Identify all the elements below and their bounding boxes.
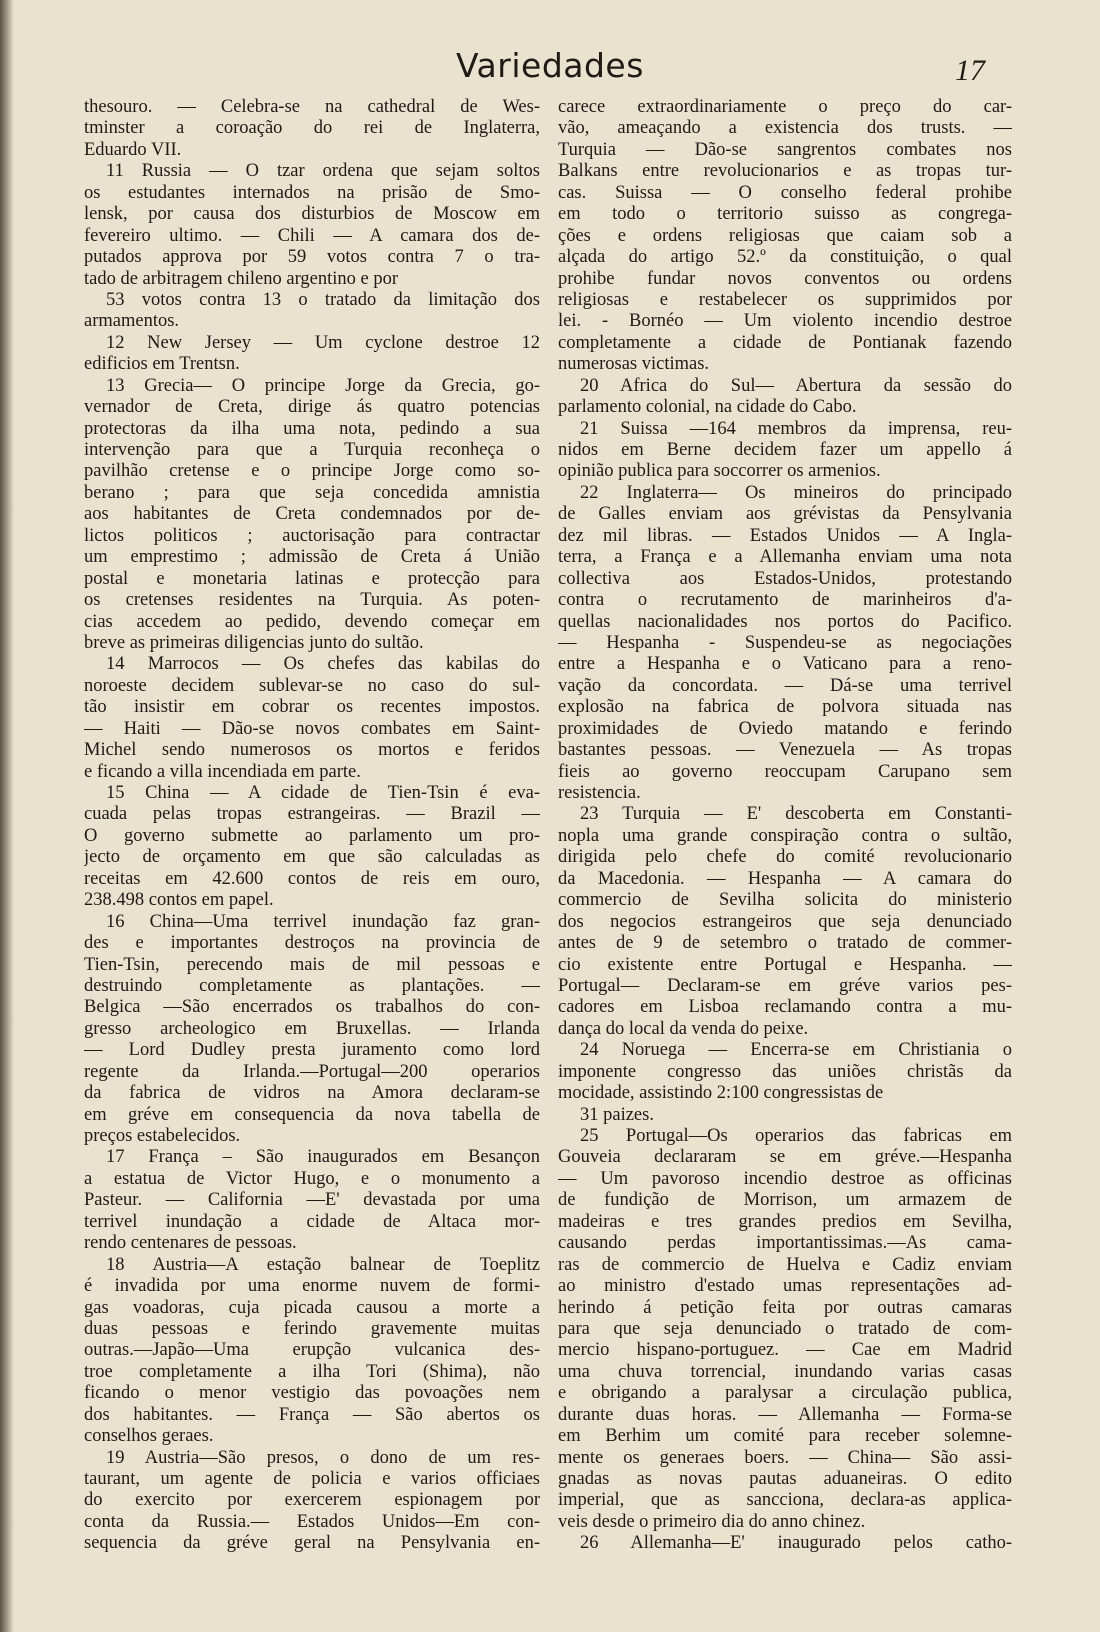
left-column (84, 97, 540, 1555)
text-line: taurant, um agente de policia e varios officiaes (84, 1469, 540, 1489)
text-line: putados approva por 59 votos contra 7 o tra- (84, 247, 540, 268)
text-line: 11 Russia — O tzar ordena que sejam soltos (106, 161, 540, 182)
text-line: mente os generaes boers. — China— São assi- (558, 1447, 1012, 1468)
text-line: 15 China — A cidade de Tien-Tsin é eva- (106, 783, 540, 803)
text-line: commercio de Sevilha solicita do ministerio (558, 890, 1012, 911)
text-line: uma chuva torrencial, inundando varias casas (558, 1361, 1012, 1382)
text-line: cio existente entre Portugal e Hespanha. — (558, 954, 1012, 975)
text-line: dança do local da venda do peixe. (558, 1018, 809, 1039)
text-line: — Um pavoroso incendio destroe as officinas (558, 1168, 1012, 1189)
text-line: des e importantes destroços na provincia de (84, 933, 540, 954)
text-line: vernador de Creta, dirige ás quatro potencias (84, 397, 540, 418)
text-line: Belgica —São encerrados os trabalhos do con- (84, 997, 540, 1018)
text-line: religiosas e restabelecer os supprimidos por (558, 289, 1012, 310)
text-line: 18 Austria—A estação balnear de Toeplitz (106, 1254, 540, 1275)
text-line: cadores em Lisboa reclamando contra a mu- (558, 997, 1012, 1018)
text-line: 25 Portugal—Os operarios das fabricas em (580, 1126, 1012, 1146)
text-line: lictos politicos ; auctorisação para contractar (84, 525, 540, 546)
text-line: breve as primeiras diligencias junto do sultão. (84, 632, 424, 653)
text-line: 20 Africa do Sul— Abertura da sessão do (580, 375, 1012, 396)
page-title: Variedades (456, 46, 644, 85)
text-line: cas. Suissa — O conselho federal prohibe (558, 182, 1012, 203)
text-line: vação da concordata. — Dá-se uma terrivel (558, 675, 1012, 696)
text-line: edificios em Trentsn. (84, 354, 240, 375)
text-line: ao ministro d'estado umas representações ad- (558, 1276, 1012, 1297)
text-line: gresso archeologico em Bruxellas. — Irlanda (84, 1018, 540, 1039)
text-line: resistencia. (558, 783, 641, 803)
text-line: os cretenses residentes na Turquia. As poten- (84, 590, 540, 611)
text-line: lensk, por causa dos disturbios de Moscow em (84, 204, 540, 225)
text-line: bastantes pessoas. — Venezuela — As tropas (558, 740, 1012, 761)
text-line: 13 Grecia— O principe Jorge da Grecia, go- (106, 375, 540, 396)
text-line: madeiras e tres grandes predios em Sevilha, (558, 1211, 1012, 1232)
text-line: postal e monetaria latinas e protecção para (84, 568, 540, 589)
text-line: 238.498 contos em papel. (84, 890, 274, 911)
text-line: prohibe fundar novos conventos ou ordens (558, 268, 1012, 289)
text-line: em Berhim um comité para receber solemne- (558, 1426, 1012, 1447)
text-line: tminster a coroação do rei de Inglaterra, (84, 118, 540, 139)
text-line: para que seja denunciado o tratado de com- (558, 1318, 1012, 1339)
text-line: proximidades de Oviedo matando e ferindo (558, 718, 1012, 739)
text-line: opinião publica para soccorrer os armenios. (558, 461, 881, 482)
text-line: da fabrica de vidros na Amora declaram-se (84, 1083, 540, 1104)
page-edge-shadow (0, 0, 14, 1632)
text-line: numerosas victimas. (558, 354, 710, 375)
text-line: quellas nacionalidades nos portos do Pacifico. (558, 611, 1012, 632)
text-line: Pasteur. — California —E' devastada por uma (84, 1190, 540, 1211)
text-line: dez mil libras. — Estados Unidos — A Ingla- (558, 525, 1012, 546)
text-line: thesouro. — Celebra-se na cathedral de Wes- (84, 97, 540, 117)
text-line: 21 Suissa —164 membros da imprensa, reu- (580, 418, 1012, 439)
text-line: dos negocios estrangeiros que seja denunciado (558, 911, 1012, 932)
text-line: gas voadoras, cuja picada causou a morte a (84, 1297, 540, 1318)
text-line: Gouveia declararam se em gréve.—Hespanha (558, 1147, 1012, 1168)
text-line: O governo submette ao parlamento um pro- (84, 825, 540, 846)
text-line: gnadas as novas pautas aduaneiras. O edito (558, 1469, 1012, 1489)
text-line: um emprestimo ; admissão de Creta á União (84, 547, 540, 568)
text-line: destruindo completamente as plantações. — (84, 975, 540, 996)
text-line: em gréve em consequencia da nova tabella de (84, 1104, 540, 1125)
text-line: 22 Inglaterra— Os mineiros do principado (580, 482, 1012, 503)
text-line: e ficando a villa incendiada em parte. (84, 761, 361, 782)
text-line: berano ; para que seja concedida amnistia (84, 482, 540, 503)
text-line: Turquia — Dão-se sangrentos combates nos (558, 139, 1012, 160)
text-line: lei. - Bornéo — Um violento incendio destroe (558, 311, 1012, 332)
text-line: de Galles enviam aos grévistas da Pensylvania (558, 504, 1012, 525)
text-line: — Lord Dudley presta juramento como lord (84, 1040, 540, 1061)
text-line: nopla uma grande conspiração contra o sultão, (558, 825, 1012, 846)
text-line: alçada do artigo 52.º da constituição, o qual (558, 247, 1012, 268)
text-line: dos habitantes. — França — São abertos os (84, 1404, 540, 1425)
text-line: em todo o territorio suisso as congrega- (558, 204, 1012, 225)
text-line: cuada pelas tropas estrangeiras. — Brazil — (84, 804, 540, 825)
text-line: terrivel inundação a cidade de Altaca mor- (84, 1211, 540, 1232)
text-line: e obrigando a paralysar a circulação publica, (558, 1383, 1012, 1404)
text-line: de fundição de Morrison, um armazem de (558, 1190, 1012, 1211)
text-line: explosão na fabrica de polvora situada nas (558, 697, 1012, 718)
text-line: durante duas horas. — Allemanha — Forma-se (558, 1404, 1012, 1425)
text-line: fevereiro ultimo. — Chili — A camara dos de- (84, 225, 540, 246)
text-line: regente da Irlanda.—Portugal—200 operarios (84, 1061, 540, 1082)
text-line: imperial, que as sancciona, declara-as applica- (558, 1490, 1012, 1511)
text-line: armamentos. (84, 311, 180, 332)
text-line: Michel sendo numerosos os mortos e feridos (84, 740, 540, 761)
text-line: dirigida pelo chefe do comité revolucionario (558, 847, 1012, 868)
text-line: troe completamente a ilha Tori (Shima), não (84, 1361, 540, 1382)
text-line: Portugal— Declaram-se em gréve varios pes- (558, 975, 1012, 996)
text-line: 16 China—Uma terrivel inundação faz gran- (106, 911, 540, 932)
text-line: completamente a cidade de Pontianak fazendo (558, 332, 1012, 353)
text-line: herindo á petição feita por outras camaras (558, 1297, 1012, 1318)
text-line: jecto de orçamento em que são calculadas as (84, 847, 540, 868)
text-line: intervenção para que a Turquia reconheça o (84, 440, 540, 460)
text-line: rendo centenares de pessoas. (84, 1233, 297, 1254)
text-line: nidos em Berne decidem fazer um appello á (558, 440, 1012, 460)
text-line: 53 votos contra 13 o tratado da limitação dos (106, 289, 540, 310)
text-line: a estatua de Victor Hugo, e o monumento a (84, 1168, 540, 1189)
text-line: ções e ordens religiosas que caiam sob a (558, 225, 1012, 246)
text-line: pavilhão cretense e o principe Jorge como so- (84, 461, 540, 482)
text-line: Eduardo VII. (84, 139, 182, 160)
page-number: 17 (955, 54, 985, 87)
text-line: ficando o menor vestigio das povoações nem (84, 1383, 540, 1404)
text-line: tão insistir em cobrar os recentes impostos. (84, 697, 540, 718)
text-line: 31 paizes. (580, 1104, 654, 1125)
text-line: — Hespanha - Suspendeu-se as negociações (558, 632, 1012, 653)
text-line: parlamento colonial, na cidade do Cabo. (558, 397, 857, 418)
text-line: 23 Turquia — E' descoberta em Constanti- (580, 804, 1012, 825)
text-line: mercio hispano-portuguez. — Cae em Madrid (558, 1340, 1012, 1361)
text-line: carece extraordinariamente o preço do car- (558, 97, 1012, 117)
text-line: 12 New Jersey — Um cyclone destroe 12 (106, 332, 540, 353)
text-line: terra, a França e a Allemanha enviam uma nota (558, 547, 1012, 568)
text-line: vão, ameaçando a existencia dos trusts. — (558, 118, 1012, 139)
text-line: outras.—Japão—Uma erupção vulcanica des- (84, 1340, 540, 1361)
text-line: collectiva aos Estados-Unidos, protestando (558, 568, 1012, 589)
text-line: mocidade, assistindo 2:100 congressistas de (558, 1083, 884, 1104)
text-line: fieis ao governo reoccupam Carupano sem (558, 761, 1012, 782)
text-line: preços estabelecidos. (84, 1126, 241, 1146)
text-line: da Macedonia. — Hespanha — A camara do (558, 868, 1012, 889)
text-line: protectoras da ilha uma nota, pedindo a sua (84, 418, 540, 439)
text-line: 24 Noruega — Encerra-se em Christiania o (580, 1040, 1012, 1061)
text-line: veis desde o primeiro dia do anno chinez. (558, 1511, 866, 1532)
text-line: 26 Allemanha—E' inaugurado pelos catho- (580, 1533, 1012, 1554)
text-line: Tien-Tsin, perecendo mais de mil pessoas e (84, 954, 540, 975)
text-line: duas pessoas e ferindo gravemente muitas (84, 1318, 540, 1339)
text-line: os estudantes internados na prisão de Smo- (84, 182, 540, 203)
text-line: — Haiti — Dão-se novos combates em Saint- (84, 718, 540, 739)
text-line: receitas em 42.600 contos de reis em ouro, (84, 868, 540, 889)
text-line: entre a Hespanha e o Vaticano para a reno- (558, 654, 1012, 675)
text-line: 17 França – São inaugurados em Besançon (106, 1147, 540, 1168)
text-line: cias accedem ao pedido, devendo começar em (84, 611, 540, 632)
text-line: imponente congresso das uniões christãs da (558, 1061, 1012, 1082)
text-line: noroeste decidem sublevar-se no caso do sul- (84, 675, 540, 696)
text-line: tado de arbitragem chileno argentino e por (84, 268, 399, 289)
text-line: causando perdas importantissimas.—As cama- (558, 1233, 1012, 1254)
text-line: conselhos geraes. (84, 1426, 214, 1447)
right-column (558, 97, 1012, 1555)
text-line: aos habitantes de Creta condemnados por de- (84, 504, 540, 525)
text-line: é invadida por uma enorme nuvem de formi- (84, 1276, 540, 1297)
text-line: 19 Austria—São presos, o dono de um res- (106, 1447, 540, 1468)
text-line: do exercito por exercerem espionagem por (84, 1490, 540, 1511)
text-line: conta da Russia.— Estados Unidos—Em con- (84, 1511, 540, 1532)
text-line: ras de commercio de Huelva e Cadiz enviam (558, 1254, 1012, 1275)
text-line: Balkans entre revolucionarios e as tropas tur- (558, 161, 1012, 182)
text-line: 14 Marrocos — Os chefes das kabilas do (106, 654, 540, 675)
text-line: sequencia da gréve geral na Pensylvania en- (84, 1533, 540, 1554)
text-line: contra o recrutamento de marinheiros d'a- (558, 590, 1012, 611)
text-line: antes de 9 de setembro o tratado de commer- (558, 933, 1012, 954)
